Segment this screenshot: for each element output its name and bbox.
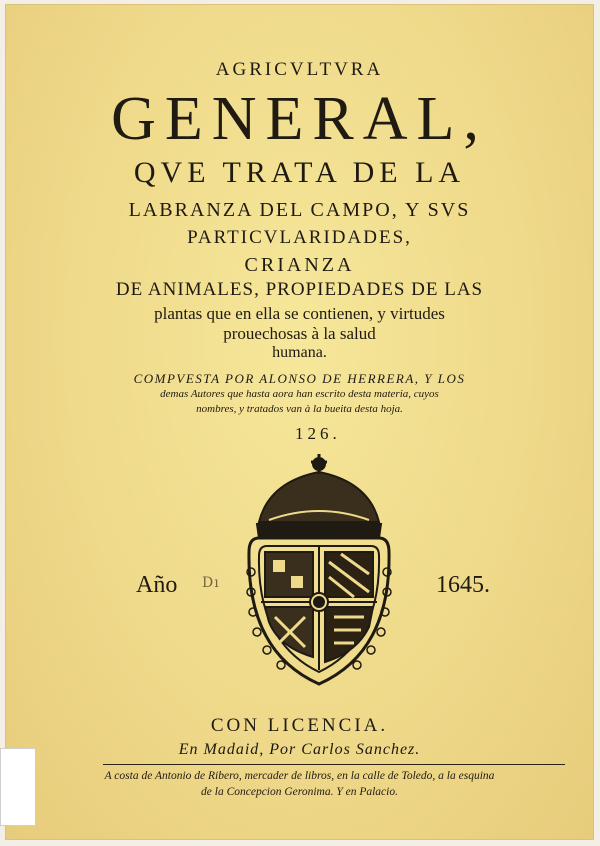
subtitle-line-3: PARTICVLARIDADES, xyxy=(187,227,412,248)
subtitle-line-1: QVE TRATA DE LA xyxy=(133,156,466,189)
author-line-3: nombres, y tratados van à la bueita desta hoja. xyxy=(196,403,403,415)
title-top: AGRICVLTVRA xyxy=(215,59,384,80)
subtitle-line-4: CRIANZA xyxy=(244,254,355,276)
subtitle-line-8: humana. xyxy=(272,344,327,361)
volume-number: 126. xyxy=(295,424,341,443)
library-stamp: Dı xyxy=(202,575,220,591)
printer-line: En Madaid, Por Carlos Sanchez. xyxy=(178,741,421,758)
library-label-tab xyxy=(0,748,36,826)
royal-coat-of-arms-icon xyxy=(229,452,409,692)
imprint-line-1: A costa de Antonio de Ribero, mercader de libros, en la calle de Toledo, a la esquina xyxy=(104,770,495,782)
license-line: CON LICENCIA. xyxy=(210,715,389,736)
imprint-line-2: de la Concepcion Geronima. Y en Palacio. xyxy=(201,786,398,798)
year-label: Año xyxy=(136,572,178,598)
subtitle-line-6: plantas que en ella se contienen, y virtudes xyxy=(154,304,445,323)
book-title-page xyxy=(5,4,594,840)
title-main: GENERAL, xyxy=(111,85,488,153)
divider-rule xyxy=(103,764,565,765)
author-line-2: demas Autores que hasta aora han escrito desta materia, cuyos xyxy=(160,388,439,400)
year-value: 1645. xyxy=(436,572,490,598)
subtitle-line-7: prouechosas à la salud xyxy=(223,324,376,343)
author-line-1: COMPVESTA POR ALONSO DE HERRERA, Y LOS xyxy=(133,371,466,386)
subtitle-line-5: DE ANIMALES, PROPIEDADES DE LAS xyxy=(115,279,484,300)
subtitle-line-2: LABRANZA DEL CAMPO, Y SVS xyxy=(128,199,471,221)
